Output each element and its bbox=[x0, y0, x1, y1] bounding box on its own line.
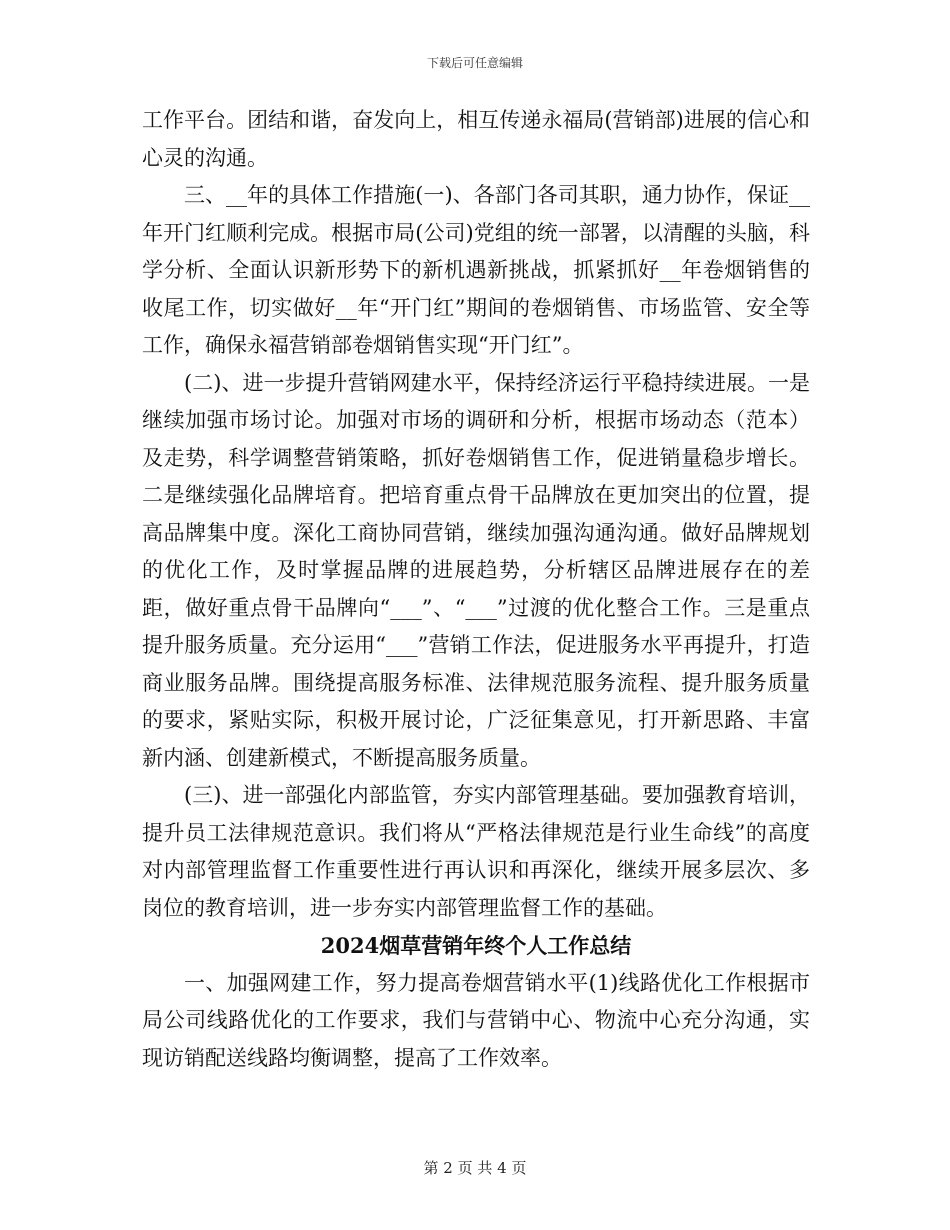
paragraph-2: 三、__年的具体工作措施(一)、各部门各司其职，通力协作，保证__年开门红顺利完成。根据市局(公司)党组的统一部署，以清醒的头脑，科学分析、全面认识新形势下的新机遇新挑战，抓紧抓好__年卷烟销售的收尾工作，切实做好__年“开门红”期间的卷烟销售、市场监管、安全等工作，确保永福营销部卷烟销售实现“开门红”。 bbox=[142, 183, 810, 357]
section-title: 2024烟草营销年终个人工作总结 bbox=[320, 933, 632, 958]
page-footer: 第 2 页 共 4 页 bbox=[423, 1159, 527, 1177]
page-header: 下载后可任意编辑 bbox=[426, 56, 523, 70]
paragraph-4: (三)、进一部强化内部监管，夯实内部管理基础。要加强教育培训，提升员工法律规范意识。我们将从“严格法律规范是行业生命线”的高度对内部管理监督工作重要性进行再认识和再深化，继续开展多层次、多岗位的教育培训，进一步夯实内部管理监督工作的基础。 bbox=[142, 783, 810, 920]
paragraph-3: (二)、进一步提升营销网建水平，保持经济运行平稳持续进展。一是继续加强市场讨论。加强对市场的调研和分析，根据市场动态（范本）及走势，科学调整营销策略，抓好卷烟销售工作，促进销量稳步增长。二是继续强化品牌培育。把培育重点骨干品牌放在更加突出的位置，提高品牌集中度。深化工商协同营销，继续加强沟通沟通。做好品牌规划的优化工作，及时掌握品牌的进展趋势，分析辖区品牌进展存在的差距，做好重点骨干品牌向“___”、“___”过渡的优化整合工作。三是重点提升服务质量。充分运用“___”营销工作法，促进服务水平再提升，打造商业服务品牌。围绕提高服务标准、法律规范服务流程、提升服务质量的要求，紧贴实际，积极开展讨论，广泛征集意见，打开新思路、丰富新内涵、创建新模式，不断提高服务质量。 bbox=[142, 370, 810, 770]
paragraph-1: 工作平台。团结和谐，奋发向上，相互传递永福局(营销部)进展的信心和心灵的沟通。 bbox=[142, 108, 810, 170]
paragraph-5: 一、加强网建工作，努力提高卷烟营销水平(1)线路优化工作根据市局公司线路优化的工作要求，我们与营销中心、物流中心充分沟通，实现访销配送线路均衡调整，提高了工作效率。 bbox=[142, 970, 810, 1070]
document-body bbox=[142, 102, 810, 1077]
